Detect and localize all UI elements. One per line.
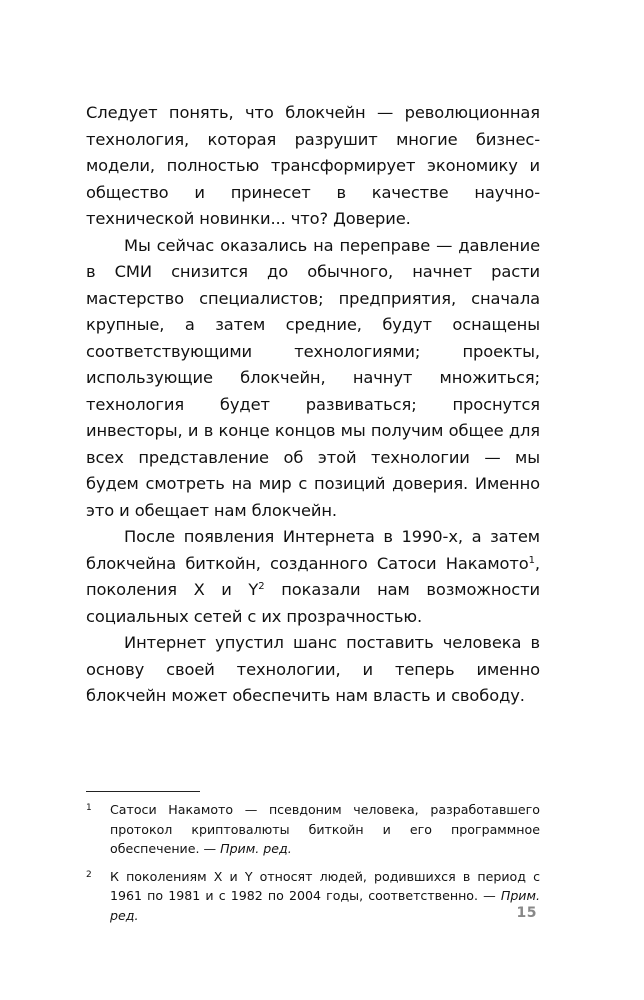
paragraph-3-part-2: , поколения X и Y [86, 553, 540, 599]
footnote-divider [86, 791, 200, 792]
footnote-1-number: 1 [86, 803, 92, 813]
paragraph-3 [86, 524, 540, 630]
footnote-2-number: 2 [86, 869, 92, 880]
footnote-1-editor-note: Прим. ред. [220, 841, 292, 856]
footnote-ref-2[interactable]: 2 [258, 581, 265, 592]
footnote-2-editor-note: Прим. ред. [110, 888, 540, 923]
footnote-2-text: К поколениям X и Y относят людей, родившихся в период с 1961 по 1981 и с 1982 по 2004 годы, соответственно. — [110, 868, 540, 903]
main-text [86, 100, 540, 710]
paragraph-1: Следует понять, что блокчейн — революционная технология, которая разрушит многие бизнес-модели, полностью трансформирует экономику и общество и принесет в качестве научно-технической новинки... что? Доверие. [86, 103, 540, 228]
paragraph-3-part-3: показали нам возможности социальных сетей с их прозрачностью. [86, 580, 540, 626]
paragraph-3-part-1: После появления Интернета в 1990-х, а затем блокчейна биткойн, созданного Сатоси Накамото [86, 527, 540, 573]
footnote-ref-1[interactable]: 1 [528, 554, 535, 566]
footnote-2 [86, 867, 540, 926]
paragraph-2: Мы сейчас оказались на переправе — давление в СМИ снизится до обычного, начнет расти мастерство специалистов; предприятия, сначала крупные, а затем средние, будут оснащены соответствующими технологиями; проекты, использующие блокчейн, начнут множиться; технология будет развиваться; проснутся инвесторы, и в конце концов мы получим общее для всех представление об этой технологии — мы будем смотреть на мир с позиций доверия. Именно это и обещает нам блокчейн. [86, 235, 540, 520]
footnote-1-text: Сатоси Накамото — псевдоним человека, разработавшего протокол криптовалюты биткойн и его программное обеспечение. — [110, 802, 540, 856]
footnote-1 [86, 800, 540, 859]
paragraph-4: Интернет упустил шанс поставить человека в основу своей технологии, и теперь именно блокчейн может обеспечить нам власть и свободу. [86, 633, 540, 705]
page-number: 15 [516, 905, 537, 921]
footnotes [86, 800, 540, 933]
